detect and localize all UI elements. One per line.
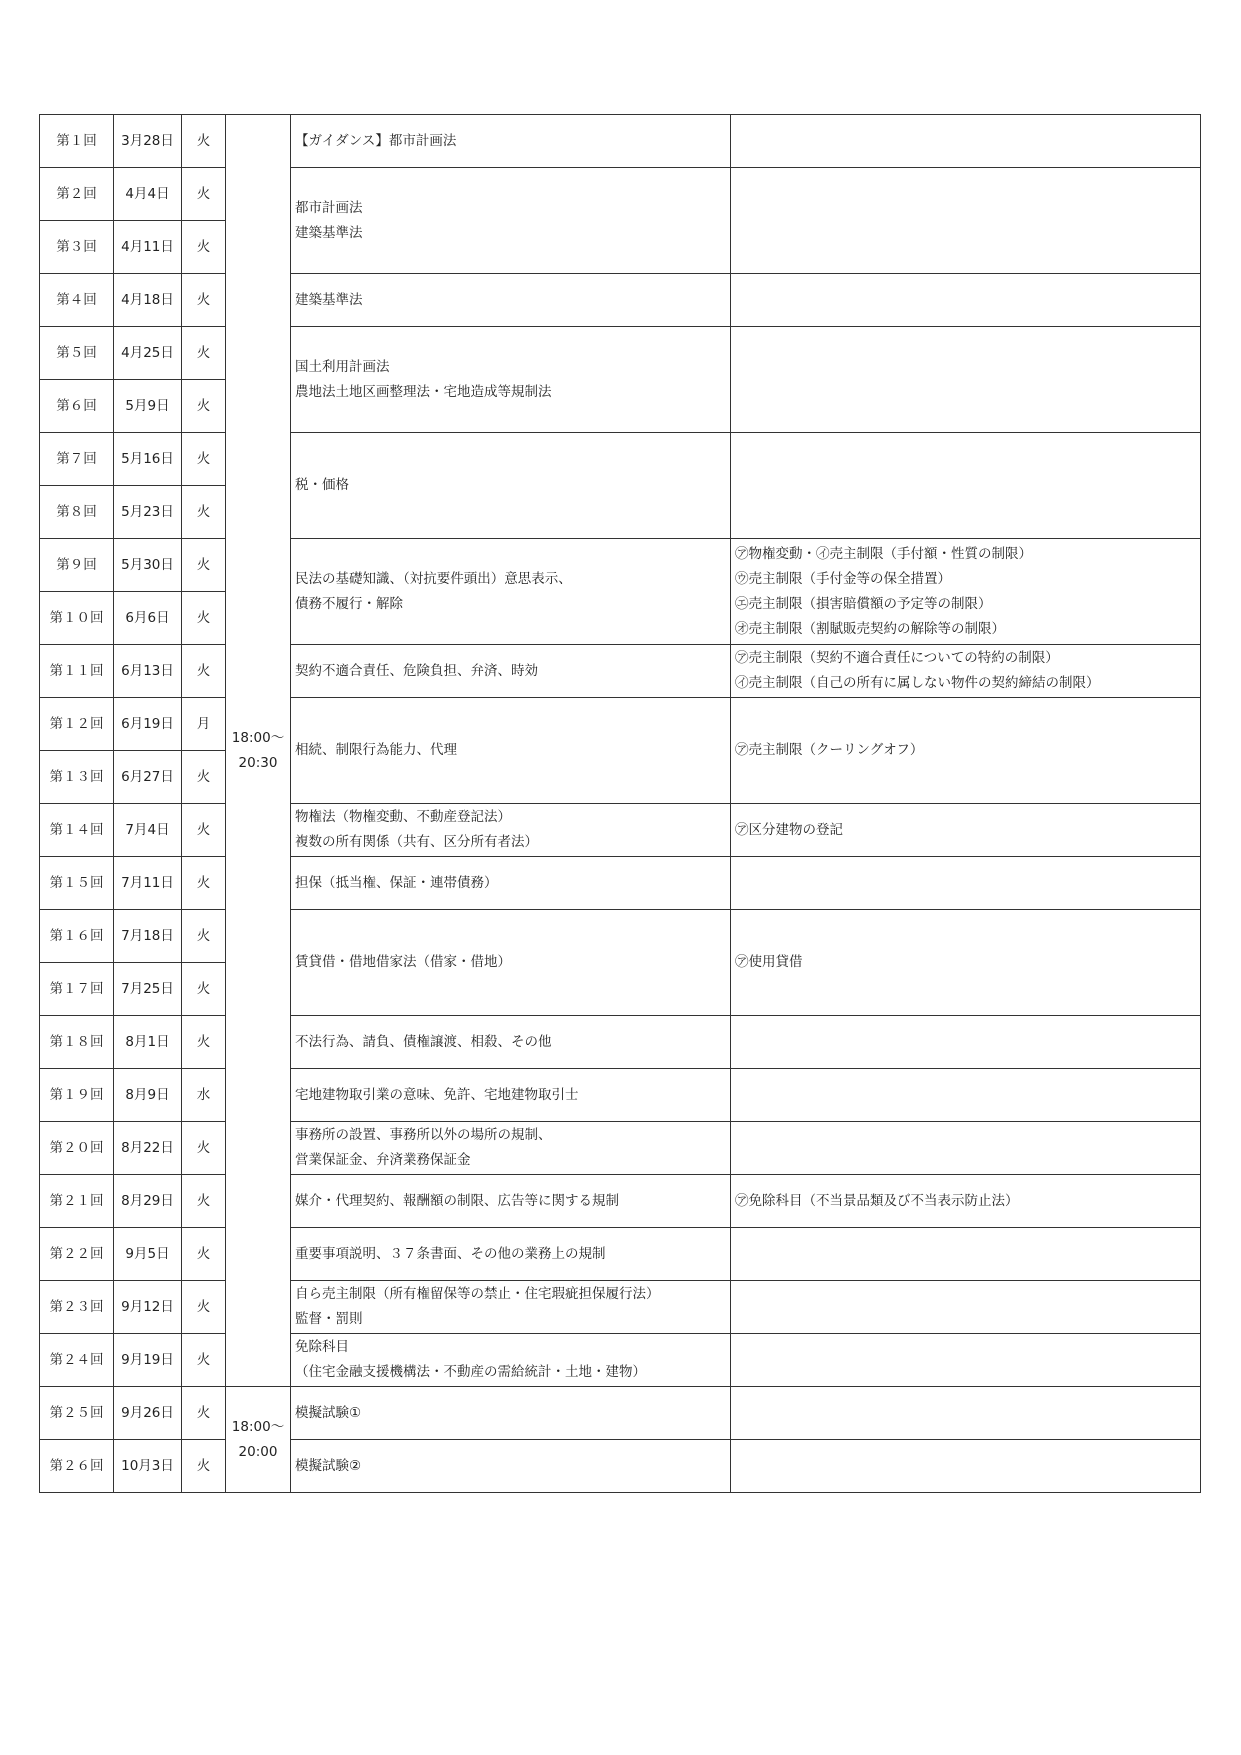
lesson-note [731, 1334, 1201, 1387]
topic-line: 監督・罰則 [295, 1311, 363, 1327]
time-line: 20:30 [238, 754, 278, 771]
topic-line: 建築基準法 [295, 291, 363, 308]
session-number: 第５回 [40, 327, 114, 380]
session-date: 5月23日 [114, 486, 182, 539]
session-time [226, 1387, 291, 1493]
session-number: 第１０回 [40, 592, 114, 645]
note-line: ㋐売主制限（契約不適合責任についての特約の制限） [735, 650, 1059, 666]
session-weekday: 火 [182, 221, 226, 274]
session-weekday: 月 [182, 698, 226, 751]
lesson-note [731, 115, 1201, 168]
table-row [40, 1387, 1201, 1440]
table-row [40, 698, 1201, 751]
session-number: 第１４回 [40, 804, 114, 857]
session-date: 7月4日 [114, 804, 182, 857]
session-weekday: 火 [182, 645, 226, 698]
session-date: 8月22日 [114, 1122, 182, 1175]
table-row [40, 1228, 1201, 1281]
session-date: 5月9日 [114, 380, 182, 433]
lesson-note [731, 1281, 1201, 1334]
session-date: 3月28日 [114, 115, 182, 168]
session-date: 4月25日 [114, 327, 182, 380]
note-line: ㋓売主制限（損害賠償額の予定等の制限） [735, 595, 992, 612]
session-weekday: 火 [182, 592, 226, 645]
lesson-note [731, 698, 1201, 804]
schedule-body [40, 115, 1201, 1493]
table-row [40, 1334, 1201, 1387]
topic-line: 重要事項説明、３７条書面、その他の業務上の規制 [295, 1245, 606, 1262]
session-number: 第８回 [40, 486, 114, 539]
table-row [40, 539, 1201, 592]
schedule-table [39, 114, 1201, 1493]
table-row [40, 804, 1201, 857]
table-row [40, 910, 1201, 963]
topic-line: 都市計画法 [295, 199, 363, 216]
session-date: 7月25日 [114, 963, 182, 1016]
lesson-topic [291, 857, 731, 910]
topic-line: 模擬試験② [295, 1457, 362, 1474]
topic-line: （住宅金融支援機構法・不動産の需給統計・土地・建物） [295, 1364, 646, 1380]
session-number: 第１７回 [40, 963, 114, 1016]
session-weekday: 火 [182, 1387, 226, 1440]
lesson-topic [291, 1175, 731, 1228]
session-number: 第１８回 [40, 1016, 114, 1069]
session-date: 10月3日 [114, 1440, 182, 1493]
note-line: ㋐区分建物の登記 [735, 821, 843, 838]
topic-line: 税・価格 [295, 477, 349, 493]
session-weekday: 火 [182, 380, 226, 433]
table-row [40, 1016, 1201, 1069]
topic-line: 担保（抵当権、保証・連帯債務） [295, 874, 498, 891]
session-weekday: 火 [182, 168, 226, 221]
lesson-topic [291, 1228, 731, 1281]
session-weekday: 水 [182, 1069, 226, 1122]
session-date: 8月1日 [114, 1016, 182, 1069]
session-weekday: 火 [182, 1334, 226, 1387]
lesson-topic [291, 910, 731, 1016]
session-weekday: 火 [182, 751, 226, 804]
session-weekday: 火 [182, 1122, 226, 1175]
session-date: 9月26日 [114, 1387, 182, 1440]
session-number: 第１５回 [40, 857, 114, 910]
lesson-note [731, 433, 1201, 539]
session-weekday: 火 [182, 1016, 226, 1069]
lesson-topic [291, 1016, 731, 1069]
session-date: 9月19日 [114, 1334, 182, 1387]
topic-line: 宅地建物取引業の意味、免許、宅地建物取引士 [295, 1086, 579, 1103]
session-number: 第７回 [40, 433, 114, 486]
session-date: 6月6日 [114, 592, 182, 645]
session-date: 5月30日 [114, 539, 182, 592]
lesson-note [731, 645, 1201, 698]
lesson-topic [291, 698, 731, 804]
session-date: 4月11日 [114, 221, 182, 274]
session-weekday: 火 [182, 804, 226, 857]
session-weekday: 火 [182, 274, 226, 327]
topic-line: 債務不履行・解除 [295, 595, 403, 612]
session-number: 第９回 [40, 539, 114, 592]
session-weekday: 火 [182, 539, 226, 592]
session-weekday: 火 [182, 1281, 226, 1334]
time-line: 20:00 [238, 1443, 278, 1460]
topic-line: 事務所の設置、事務所以外の場所の規制、 [295, 1127, 552, 1143]
lesson-topic [291, 327, 731, 433]
session-date: 8月29日 [114, 1175, 182, 1228]
lesson-topic [291, 1281, 731, 1334]
lesson-note [731, 1016, 1201, 1069]
lesson-topic [291, 115, 731, 168]
table-row [40, 1069, 1201, 1122]
topic-line: 建築基準法 [295, 224, 363, 241]
table-row [40, 1281, 1201, 1334]
lesson-note [731, 539, 1201, 645]
table-row [40, 1122, 1201, 1175]
session-number: 第６回 [40, 380, 114, 433]
session-number: 第２６回 [40, 1440, 114, 1493]
topic-line: 契約不適合責任、危険負担、弁済、時効 [295, 662, 538, 679]
session-weekday: 火 [182, 963, 226, 1016]
lesson-topic [291, 1069, 731, 1122]
lesson-topic [291, 539, 731, 645]
topic-line: 【ガイダンス】都市計画法 [295, 132, 457, 149]
table-row [40, 168, 1201, 221]
lesson-topic [291, 1440, 731, 1493]
topic-line: 相続、制限行為能力、代理 [295, 742, 457, 758]
lesson-topic [291, 645, 731, 698]
note-line: ㋐使用貸借 [735, 954, 803, 970]
topic-line: 賃貸借・借地借家法（借家・借地） [295, 954, 511, 970]
lesson-note [731, 1175, 1201, 1228]
lesson-note [731, 1387, 1201, 1440]
session-date: 6月19日 [114, 698, 182, 751]
lesson-note [731, 1440, 1201, 1493]
topic-line: 不法行為、請負、債権譲渡、相殺、その他 [295, 1033, 552, 1050]
session-weekday: 火 [182, 327, 226, 380]
topic-line: 物権法（物権変動、不動産登記法） [295, 809, 511, 825]
topic-line: 営業保証金、弁済業務保証金 [295, 1152, 471, 1168]
session-date: 4月18日 [114, 274, 182, 327]
session-number: 第２０回 [40, 1122, 114, 1175]
session-weekday: 火 [182, 1175, 226, 1228]
table-row [40, 645, 1201, 698]
session-number: 第２回 [40, 168, 114, 221]
lesson-note [731, 1228, 1201, 1281]
session-weekday: 火 [182, 1440, 226, 1493]
time-line: 18:00～ [231, 1418, 285, 1435]
lesson-note [731, 168, 1201, 274]
session-number: 第１６回 [40, 910, 114, 963]
topic-line: 模擬試験① [295, 1404, 362, 1421]
session-weekday: 火 [182, 433, 226, 486]
session-number: 第１１回 [40, 645, 114, 698]
table-row [40, 1175, 1201, 1228]
session-number: 第２５回 [40, 1387, 114, 1440]
session-date: 6月13日 [114, 645, 182, 698]
session-date: 7月18日 [114, 910, 182, 963]
session-number: 第１９回 [40, 1069, 114, 1122]
session-number: 第４回 [40, 274, 114, 327]
table-row [40, 115, 1201, 168]
note-line: ㋑売主制限（自己の所有に属しない物件の契約締結の制限） [735, 675, 1100, 691]
topic-line: 民法の基礎知識、（対抗要件頭出）意思表示、 [295, 570, 572, 587]
note-line: ㋔売主制限（割賦販売契約の解除等の制限） [735, 620, 1005, 637]
lesson-topic [291, 433, 731, 539]
lesson-topic [291, 1387, 731, 1440]
note-line: ㋐免除科目（不当景品類及び不当表示防止法） [735, 1192, 1019, 1209]
lesson-note [731, 274, 1201, 327]
session-date: 5月16日 [114, 433, 182, 486]
lesson-topic [291, 168, 731, 274]
topic-line: 農地法土地区画整理法・宅地造成等規制法 [295, 383, 552, 400]
topic-line: 国土利用計画法 [295, 358, 390, 375]
topic-line: 媒介・代理契約、報酬額の制限、広告等に関する規制 [295, 1192, 619, 1209]
lesson-topic [291, 1122, 731, 1175]
lesson-note [731, 804, 1201, 857]
session-number: 第２１回 [40, 1175, 114, 1228]
lesson-note [731, 857, 1201, 910]
session-date: 7月11日 [114, 857, 182, 910]
lesson-note [731, 327, 1201, 433]
table-row [40, 433, 1201, 486]
session-date: 6月27日 [114, 751, 182, 804]
table-row [40, 1440, 1201, 1493]
topic-line: 自ら売主制限（所有権留保等の禁止・住宅瑕疵担保履行法） [295, 1286, 660, 1302]
lesson-topic [291, 274, 731, 327]
note-line: ㋒売主制限（手付金等の保全措置） [735, 570, 951, 587]
session-number: 第１回 [40, 115, 114, 168]
session-date: 8月9日 [114, 1069, 182, 1122]
session-number: 第２４回 [40, 1334, 114, 1387]
lesson-topic [291, 1334, 731, 1387]
session-weekday: 火 [182, 910, 226, 963]
lesson-note [731, 1069, 1201, 1122]
note-line: ㋐物権変動・㋑売主制限（手付額・性質の制限） [735, 545, 1032, 562]
session-number: 第２３回 [40, 1281, 114, 1334]
table-row [40, 857, 1201, 910]
session-date: 4月4日 [114, 168, 182, 221]
session-number: 第３回 [40, 221, 114, 274]
session-weekday: 火 [182, 486, 226, 539]
session-weekday: 火 [182, 1228, 226, 1281]
session-weekday: 火 [182, 857, 226, 910]
session-weekday: 火 [182, 115, 226, 168]
note-line: ㋐売主制限（クーリングオフ） [735, 742, 924, 758]
session-number: 第２２回 [40, 1228, 114, 1281]
session-date: 9月12日 [114, 1281, 182, 1334]
topic-line: 複数の所有関係（共有、区分所有者法） [295, 834, 538, 850]
session-number: 第１３回 [40, 751, 114, 804]
topic-line: 免除科目 [295, 1339, 349, 1355]
table-row [40, 327, 1201, 380]
session-date: 9月5日 [114, 1228, 182, 1281]
lesson-note [731, 910, 1201, 1016]
time-line: 18:00～ [231, 729, 285, 746]
lesson-note [731, 1122, 1201, 1175]
table-row [40, 274, 1201, 327]
session-number: 第１２回 [40, 698, 114, 751]
lesson-topic [291, 804, 731, 857]
session-time [226, 115, 291, 1387]
